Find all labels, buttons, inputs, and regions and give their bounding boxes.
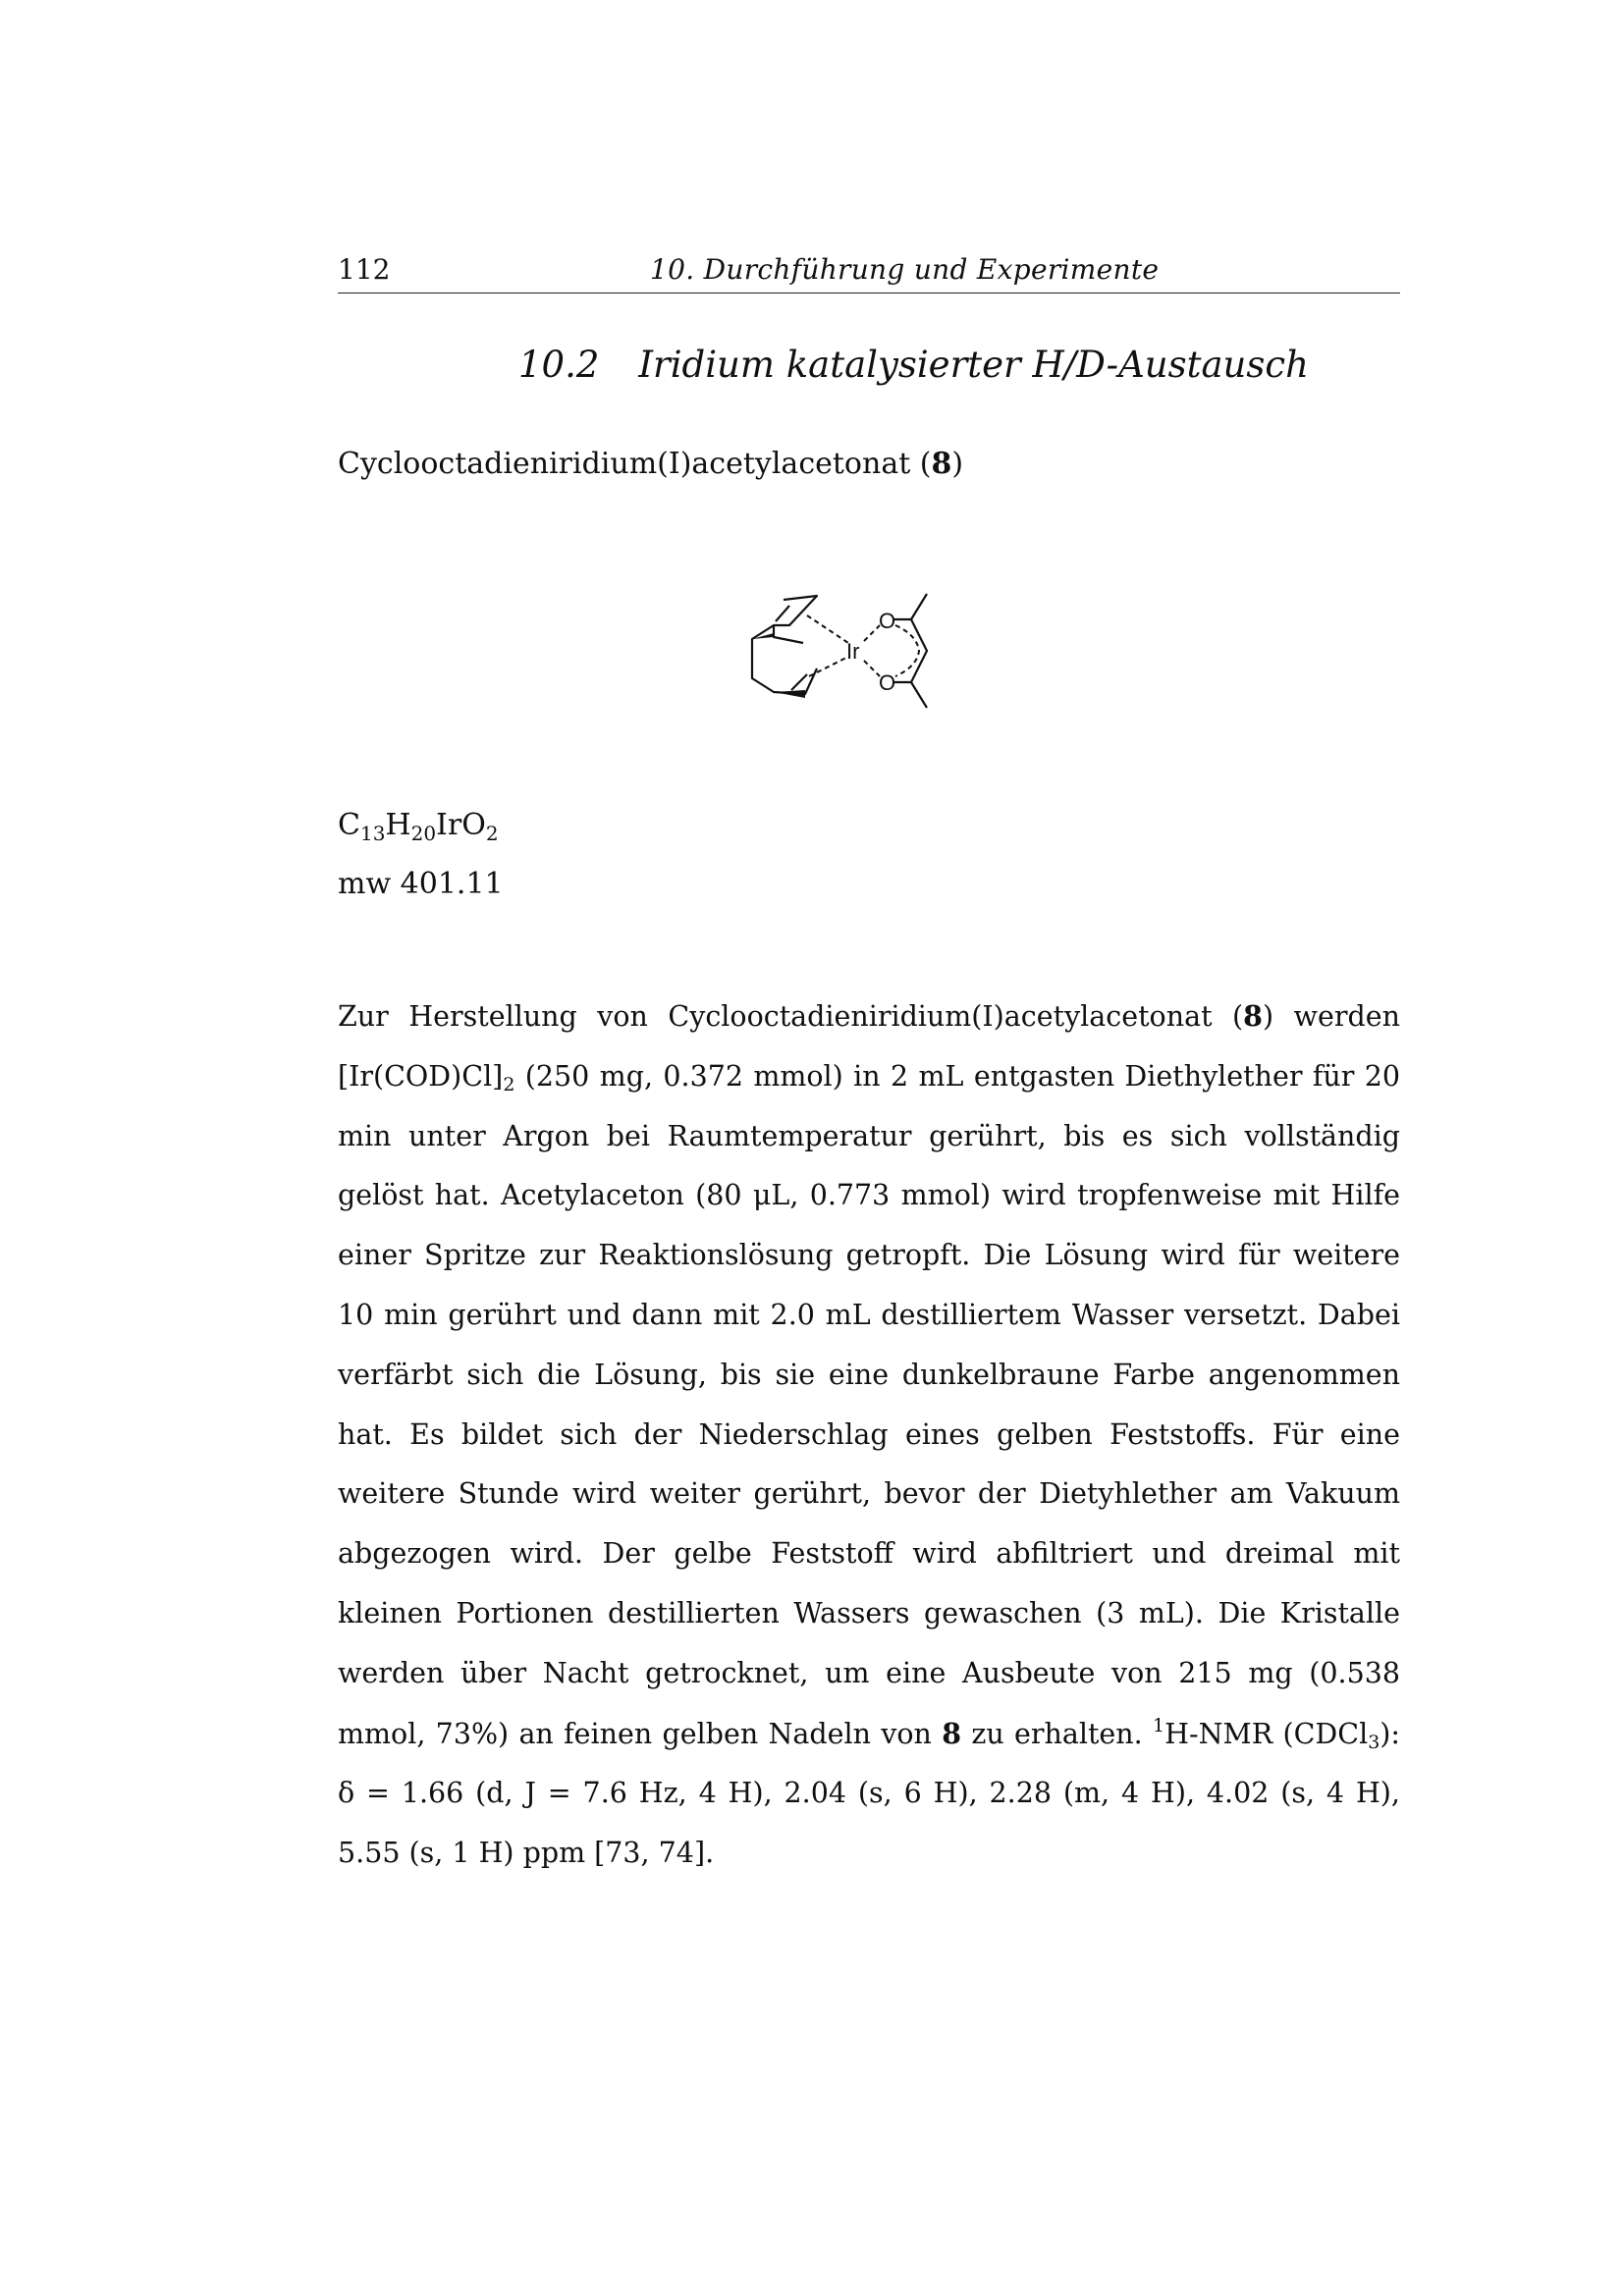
compound-number: 8 bbox=[931, 447, 952, 481]
oxygen-label-top: O bbox=[879, 609, 896, 633]
cod-double-bond bbox=[791, 674, 807, 690]
cod-iridium-acac-structure bbox=[746, 574, 982, 731]
compound-title bbox=[338, 447, 963, 481]
procedure-paragraph: Zur Herstellung von Cyclooctadieniridium(I)acetylacetonat (8) werden $[Ir(COD)Cl]_2$ (250 mg, 0.372 mmol) in 2 mL entgasten Diethylether für 20 min unter Argon bei Raumtemperatur gerührt, bis es sich vollständig gelöst hat. Acetylaceton (80 μL, 0.773 mmol) wird tropfenweise mit Hilfe einer Spritze zur Reaktionslösung getropft. Die Lösung wird für weitere 10 min gerührt und dann mit 2.0 mL destilliertem Wasser versetzt. Dabei verfärbt sich die Lösung, bis sie eine dunkelbraune Farbe angenommen hat. Es bildet sich der Niederschlag eines gelben Feststoffs. Für eine weitere Stunde wird weiter gerührt, bevor der Dietyhlether am Vakuum abgezogen wird. Der gelbe Feststoff wird abfiltriert und dreimal mit kleinen Portionen destillierten Wassers gewaschen (3 mL). Die Kristalle werden über Nacht getrocknet, um eine Ausbeute von 215 mg (0.538 mmol, 73%) an feinen gelben Nadeln von 8 zu erhalten. $^1$H-NMR (CDCl$_3$): δ = 1.66 (d, J = 7.6 Hz, 4 H), 2.04 (s, 6 H), 2.28 (m, 4 H), 4.02 (s, 4 H), 5.55 (s, 1 H) ppm [73, 74]. bbox=[338, 999, 1401, 1870]
running-title: 10. Durchführung und Experimente bbox=[650, 253, 1160, 286]
section-heading bbox=[518, 344, 1309, 386]
acac-delocalized-bond bbox=[895, 625, 919, 676]
ir-cod-coordination bbox=[807, 615, 848, 643]
section-title: Iridium katalysierter H/D-Austausch bbox=[638, 344, 1309, 386]
acac-bond bbox=[893, 619, 927, 682]
compound-name-prefix: Cyclooctadieniridium(I)acetylacetonat ( bbox=[338, 447, 932, 481]
ir-o-bond bbox=[864, 661, 880, 676]
page-number: 112 bbox=[338, 253, 391, 286]
molecular-weight: mw 401.11 bbox=[338, 867, 504, 901]
acac-methyl-bond bbox=[911, 594, 927, 619]
iridium-label: Ir bbox=[846, 639, 860, 664]
page-header bbox=[338, 253, 1400, 294]
cod-double-bond bbox=[776, 606, 789, 621]
molecular-formula: $C_{13}H_{20}IrO_2$ bbox=[338, 808, 499, 845]
section-number: 10.2 bbox=[518, 344, 600, 386]
cod-ring-bond bbox=[774, 625, 803, 643]
compound-name-suffix: ) bbox=[951, 447, 964, 481]
ir-o-bond bbox=[864, 625, 880, 641]
oxygen-label-bottom: O bbox=[879, 670, 896, 695]
acac-methyl-bond bbox=[911, 682, 927, 708]
